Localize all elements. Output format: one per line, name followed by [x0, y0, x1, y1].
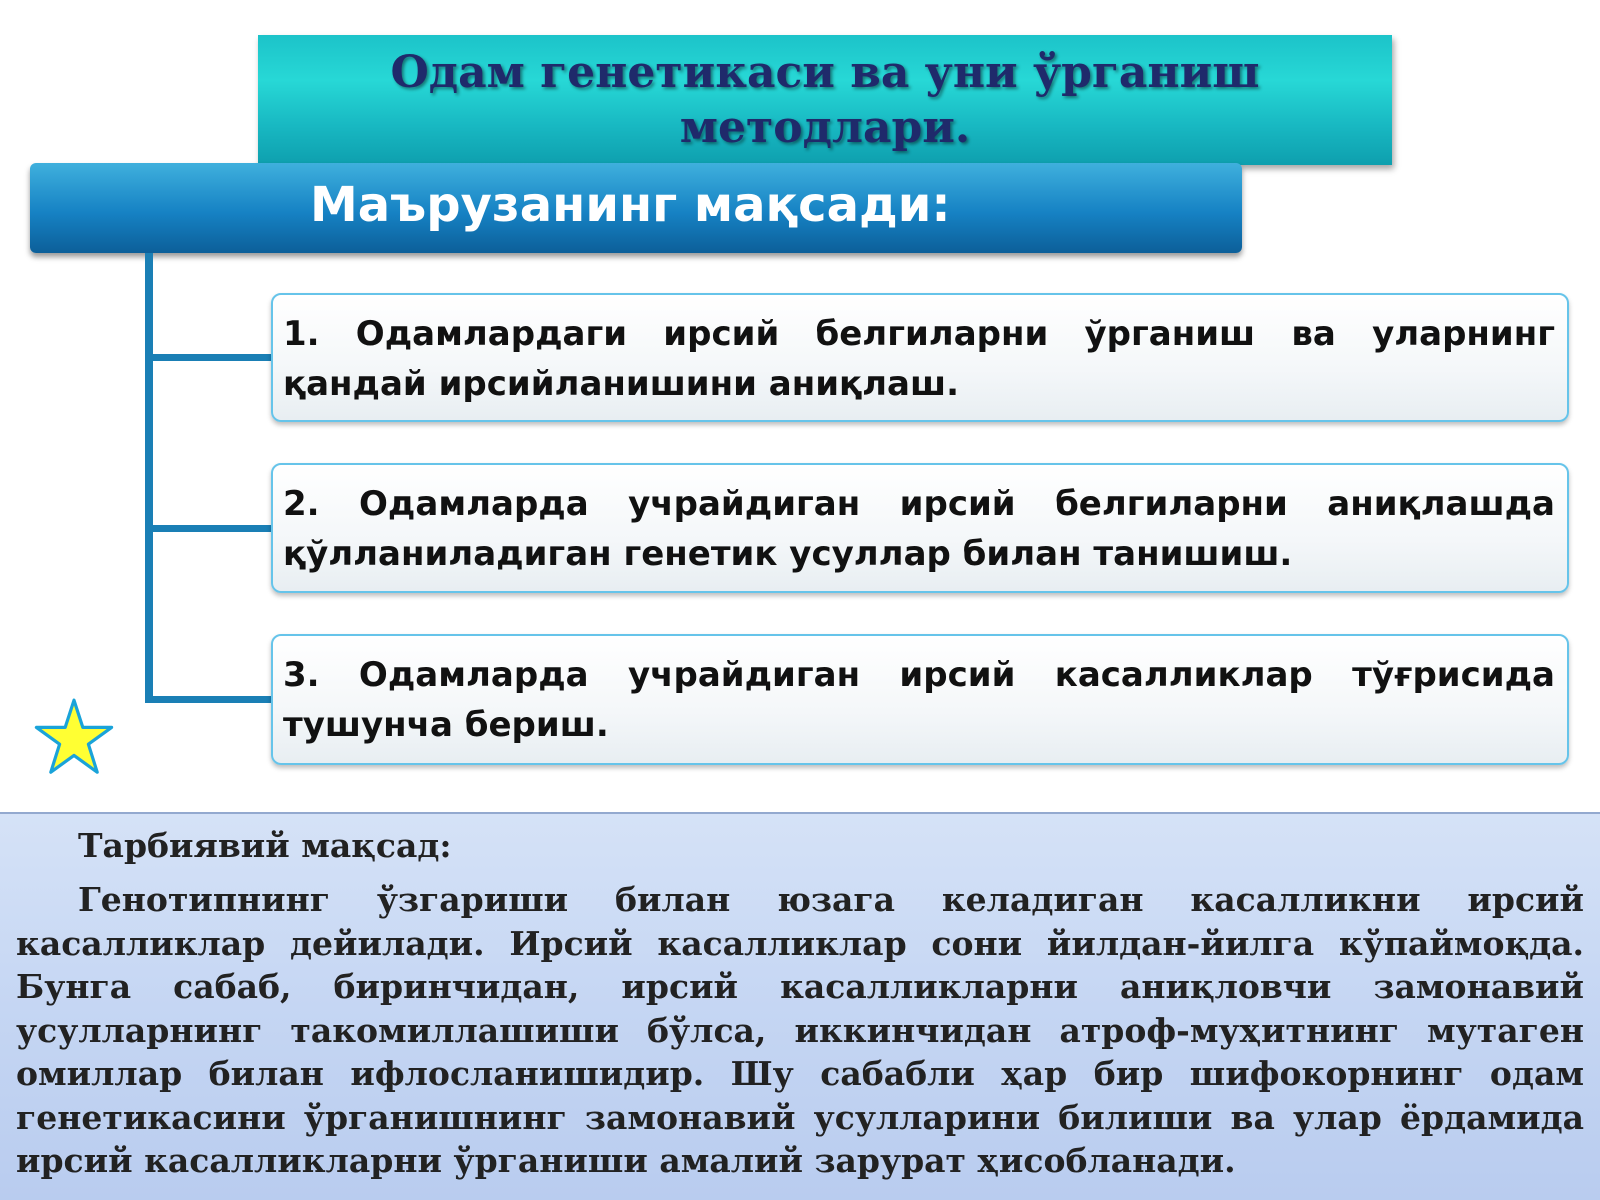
- goal-item-text: 2. Одамларда учрайдиган ирсий белгиларни аниқлашда қўлланиладиган генетик усуллар билан танишиш.: [283, 484, 1555, 574]
- goal-item-2: [271, 463, 1569, 593]
- goal-item-text: 1. Одамлардаги ирсий белгиларни ўрганиш ва уларнинг қандай ирсийланишини аниқлаш.: [283, 314, 1555, 404]
- goal-item-1: [271, 293, 1569, 422]
- educational-goal-heading: Тарбиявий мақсад:: [78, 826, 452, 865]
- slide-title: Одам генетикаси ва уни ўрганиш методлари.: [390, 47, 1260, 153]
- star-icon: [34, 697, 114, 777]
- tree-connector-3: [145, 696, 271, 703]
- tree-connector-vertical: [145, 253, 153, 703]
- goals-header-bar: [30, 163, 1242, 253]
- goal-item-3: [271, 634, 1569, 765]
- goal-item-text: 3. Одамларда учрайдиган ирсий касалликлар тўғрисида тушунча бериш.: [283, 655, 1555, 745]
- educational-goal-body: Генотипнинг ўзгариши билан юзага келадиган касалликни ирсий касалликлар дейилади. Ирсий касалликлар сони йилдан-йилга кўпаймоқда. Бунга сабаб, биринчидан, ирсий касалликларни аниқловчи замонавий усулларнинг такомиллашиши бўлса, иккинчидан атроф-муҳитнинг мутаген омиллар билан ифлосланишидир. Шу сабабли ҳар бир шифокорнинг одам генетикасини ўрганишнинг замонавий усулларини билиши ва улар ёрдамида ирсий касалликларни ўрганиши амалий зарурат ҳисобланади.: [16, 880, 1584, 1180]
- goals-header-text: Маърузанинг мақсади:: [310, 177, 951, 233]
- educational-goal-panel: [0, 812, 1600, 1200]
- slide-title-box: [258, 35, 1392, 165]
- tree-connector-2: [145, 525, 271, 532]
- tree-connector-1: [145, 354, 271, 361]
